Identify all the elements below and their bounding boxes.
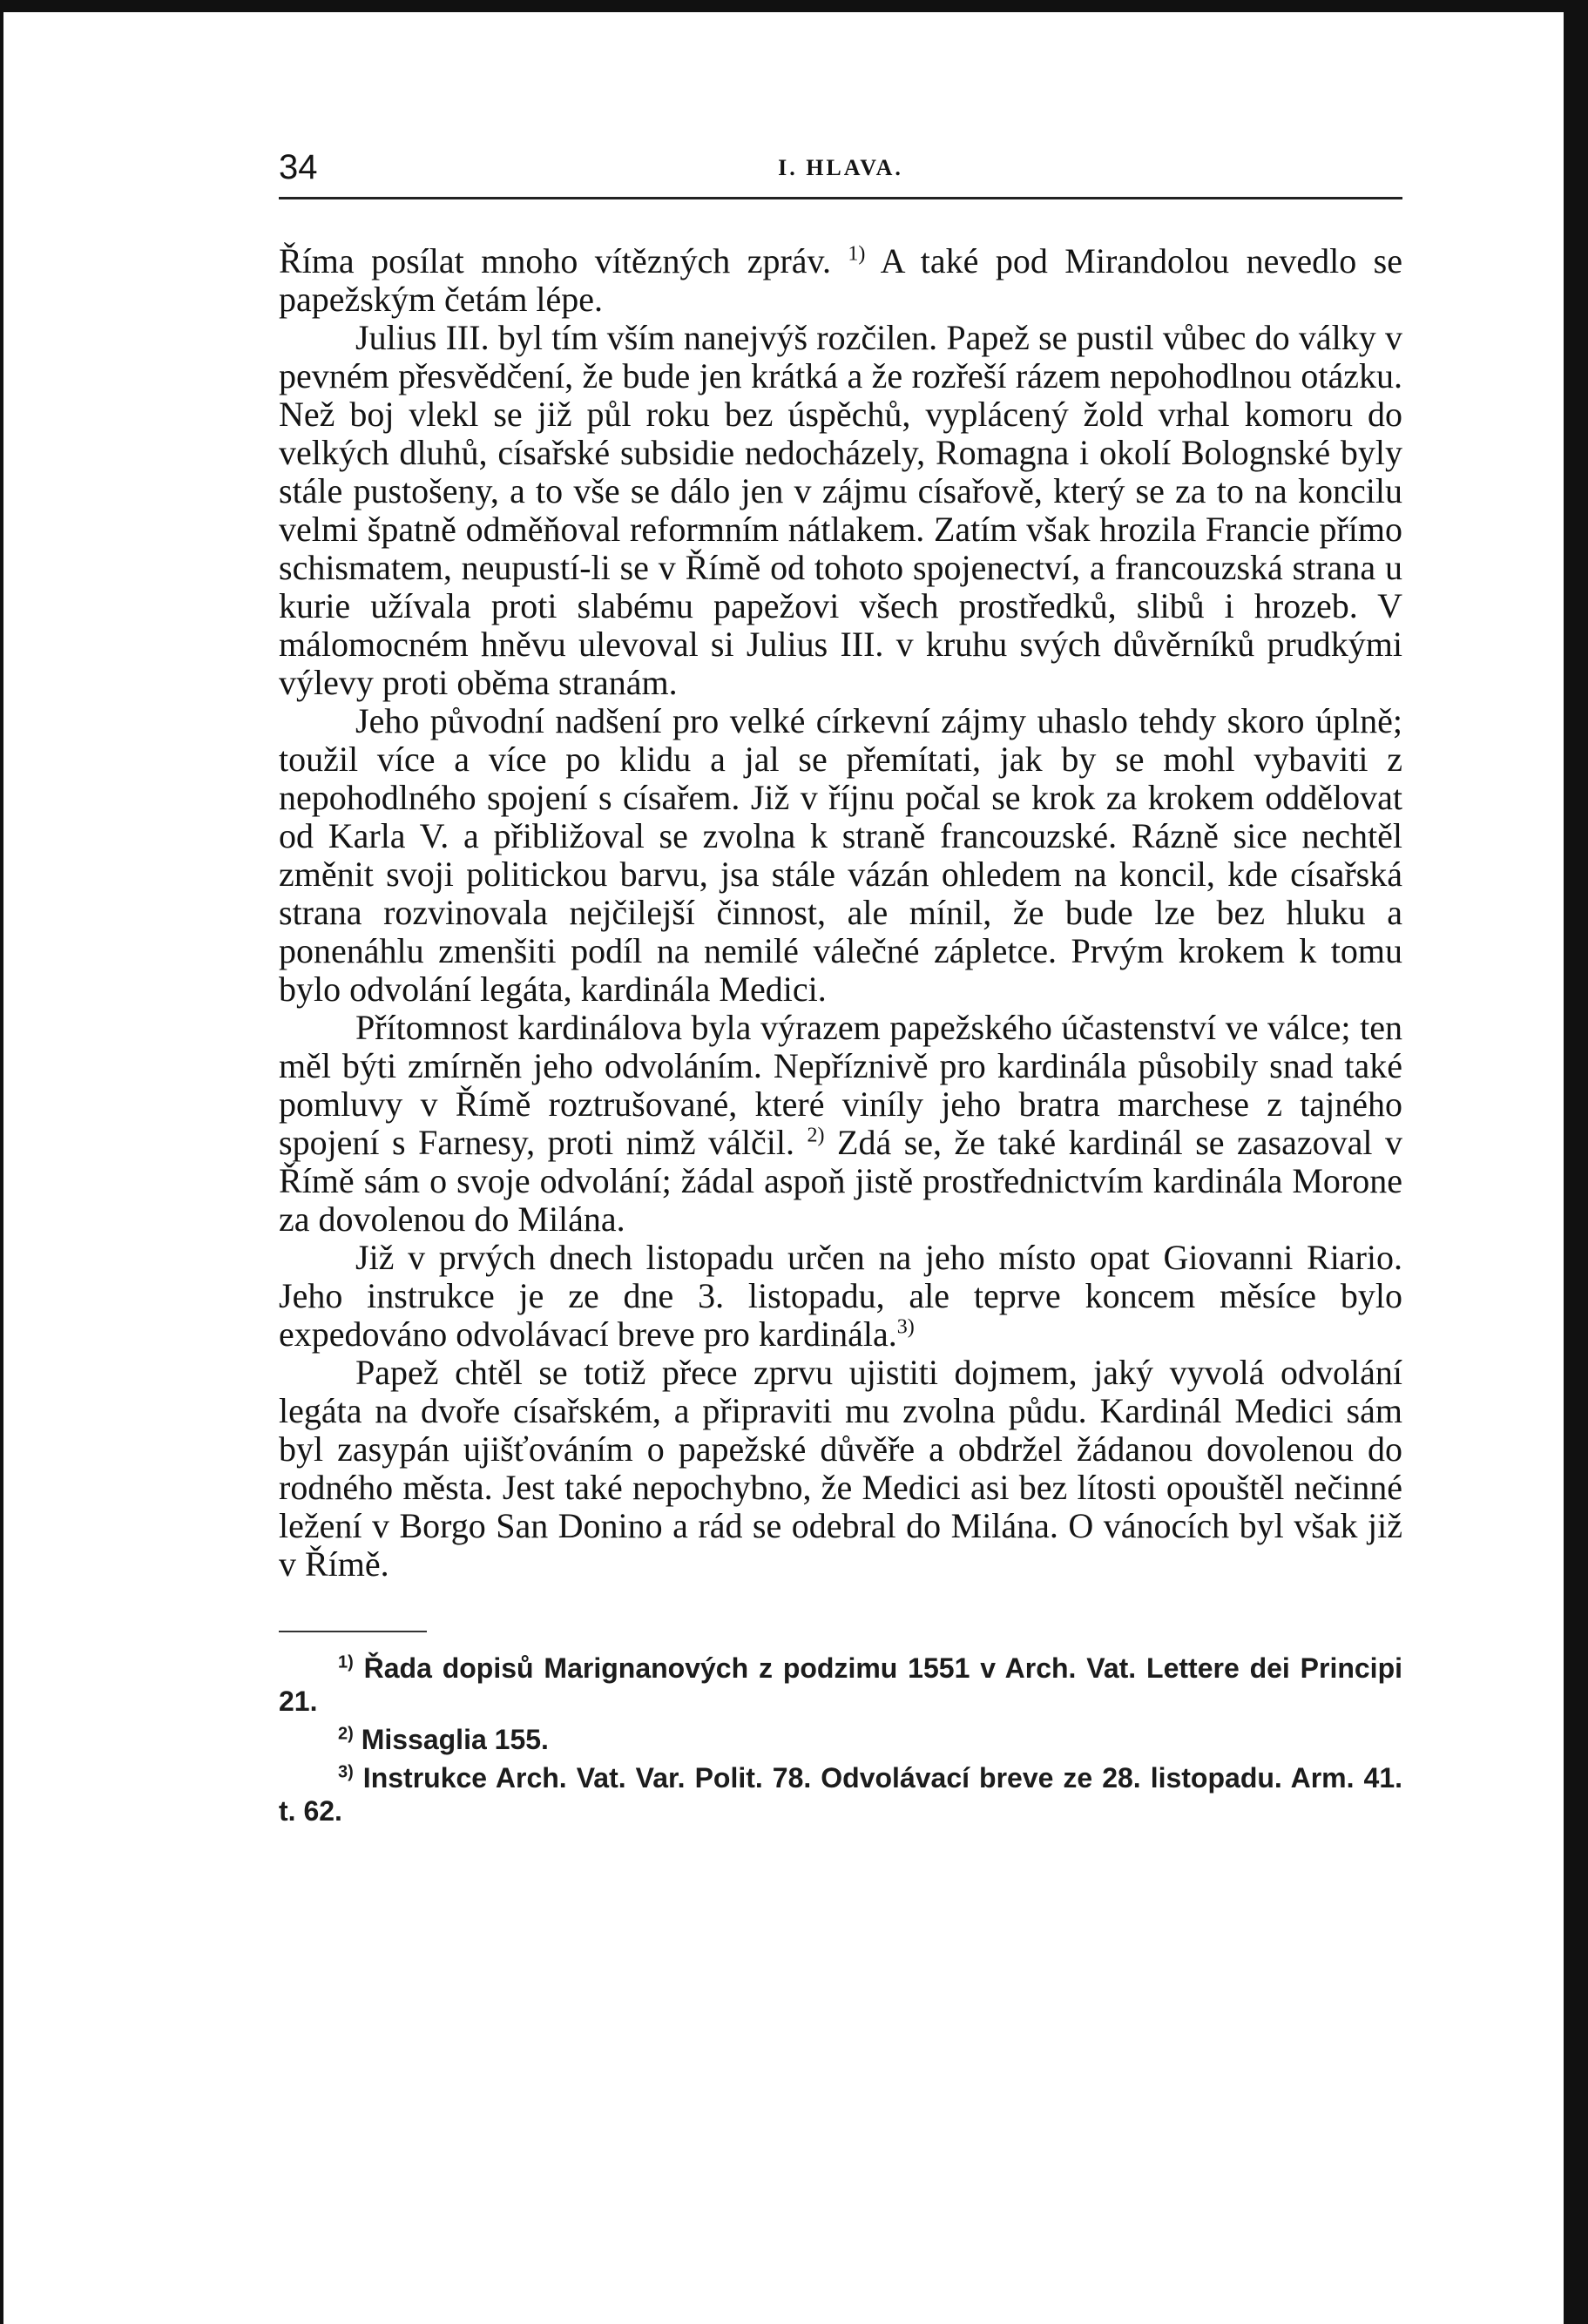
footnote-reference[interactable]: 2) [807,1124,825,1147]
footnotes [279,1652,1402,1827]
chapter-title: I. HLAVA. [778,155,903,180]
scan-border-top [0,0,1564,12]
scan-border-right [1564,0,1588,2324]
paragraph: Jeho původní nadšení pro velké církevní zájmy uhaslo tehdy skoro úplně; toužil více a více po klidu a jal se přemítati, jak by se mohl vybaviti z nepohodlného spojení s císařem. Již v říjnu počal se krok za krokem oddělovat od Karla V. a přibližoval se zvolna k straně francouzské. Rázně sice nechtěl změnit svoji politickou barvu, jsa stále vázán ohledem na koncil, kde císařská strana rozvinovala nejčilejší činnost, ale mínil, že bude lze bez hluku a ponenáhlu zmenšiti podíl na nemilé válečné zápletce. Prvým krokem k tomu bylo odvolání legáta, kardinála Medici. [279,701,1402,1009]
body-text [279,242,1402,1584]
book-page [279,148,1402,1833]
paragraph: Julius III. byl tím vším nanejvýš rozčilen. Papež se pustil vůbec do války v pevném přesvědčení, že bude jen krátká a že rozřeší rázem nepohodlnou otázku. Než boj vlekl se již půl roku bez úspěchů, vyplácený žold vrhal komoru do velkých dluhů, císařské subsidie nedocházely, Romagna i okolí Bolognské byly stále pustošeny, a to vše se dálo jen v zájmu císařově, který se za to na koncilu velmi špatně odměňoval reformním nátlakem. Zatím však hrozila Francie přímo schismatem, neupustí-li se v Římě od tohoto spojenectví, a francouzská strana u kurie užívala proti slabému papežovi všech prostředků, slibů i hrozeb. V málomocném hněvu ulevoval si Julius III. v kruhu svých důvěrníků prudkými výlevy proti oběma stranám. [279,318,1402,702]
footnote-mark: 3) [338,1762,354,1782]
page-number: 34 [279,148,318,186]
paragraph: Již v prvých dnech listopadu určen na jeho místo opat Giovanni Riario. Jeho instrukce je ze dne 3. listopadu, ale teprve koncem měsíce bylo expedováno odvolávací breve pro kardinála.$^{3)}$ [279,1238,1402,1354]
paragraph: Říma posílat mnoho vítězných zpráv. $^{1)}$ A také pod Mirandolou nevedlo se papežským četám lépe. [279,241,1403,319]
paragraph: Přítomnost kardinálova byla výrazem papežského účastenství ve válce; ten měl býti zmírněn jeho odvoláním. Nepříznivě pro kardinála působily snad také pomluvy v Římě roztrušované, které viníly jeho bratra marchese z tajného spojení s Farnesy, proti nimž válčil. $^{2)}$ Zdá se, že také kardinál se zasazoval v Římě sám o svoje odvolání; žádal aspoň jistě prostřednictvím kardinála Morone za dovolenou do Milána. [279,1008,1402,1239]
paragraph: Papež chtěl se totiž přece zprvu ujistiti dojmem, jaký vyvolá odvolání legáta na dvoře císařském, a připraviti mu zvolna půdu. Kardinál Medici sám byl zasypán ujišťováním o papežské důvěře a obdržel žádanou dovolenou do rodného města. Jest také nepochybno, že Medici asi bez lítosti opouštěl nečinné ležení v Borgo San Donino a rád se odebral do Milána. O vánocích byl však již v Římě. [279,1353,1402,1584]
footnote: $^{2)}$ Missaglia 155. [338,1724,549,1755]
running-head [279,148,1402,200]
scan-border-left [0,0,3,2324]
footnote: $^{1)}$ Řada dopisů Marignanových z podzimu 1551 v Arch. Vat. Lettere dei Principi 21. [279,1652,1402,1717]
footnote-reference[interactable]: 1) [848,242,866,266]
footnote-rule [279,1631,427,1632]
footnote: $^{3)}$ Instrukce Arch. Vat. Var. Polit. 78. Odvolávací breve ze 28. listopadu. Arm. 41. t. 62. [279,1762,1402,1827]
footnote-reference[interactable]: 3) [896,1315,915,1339]
footnote-mark: 1) [338,1652,354,1672]
footnote-mark: 2) [338,1724,354,1744]
header-rule [279,197,1402,199]
